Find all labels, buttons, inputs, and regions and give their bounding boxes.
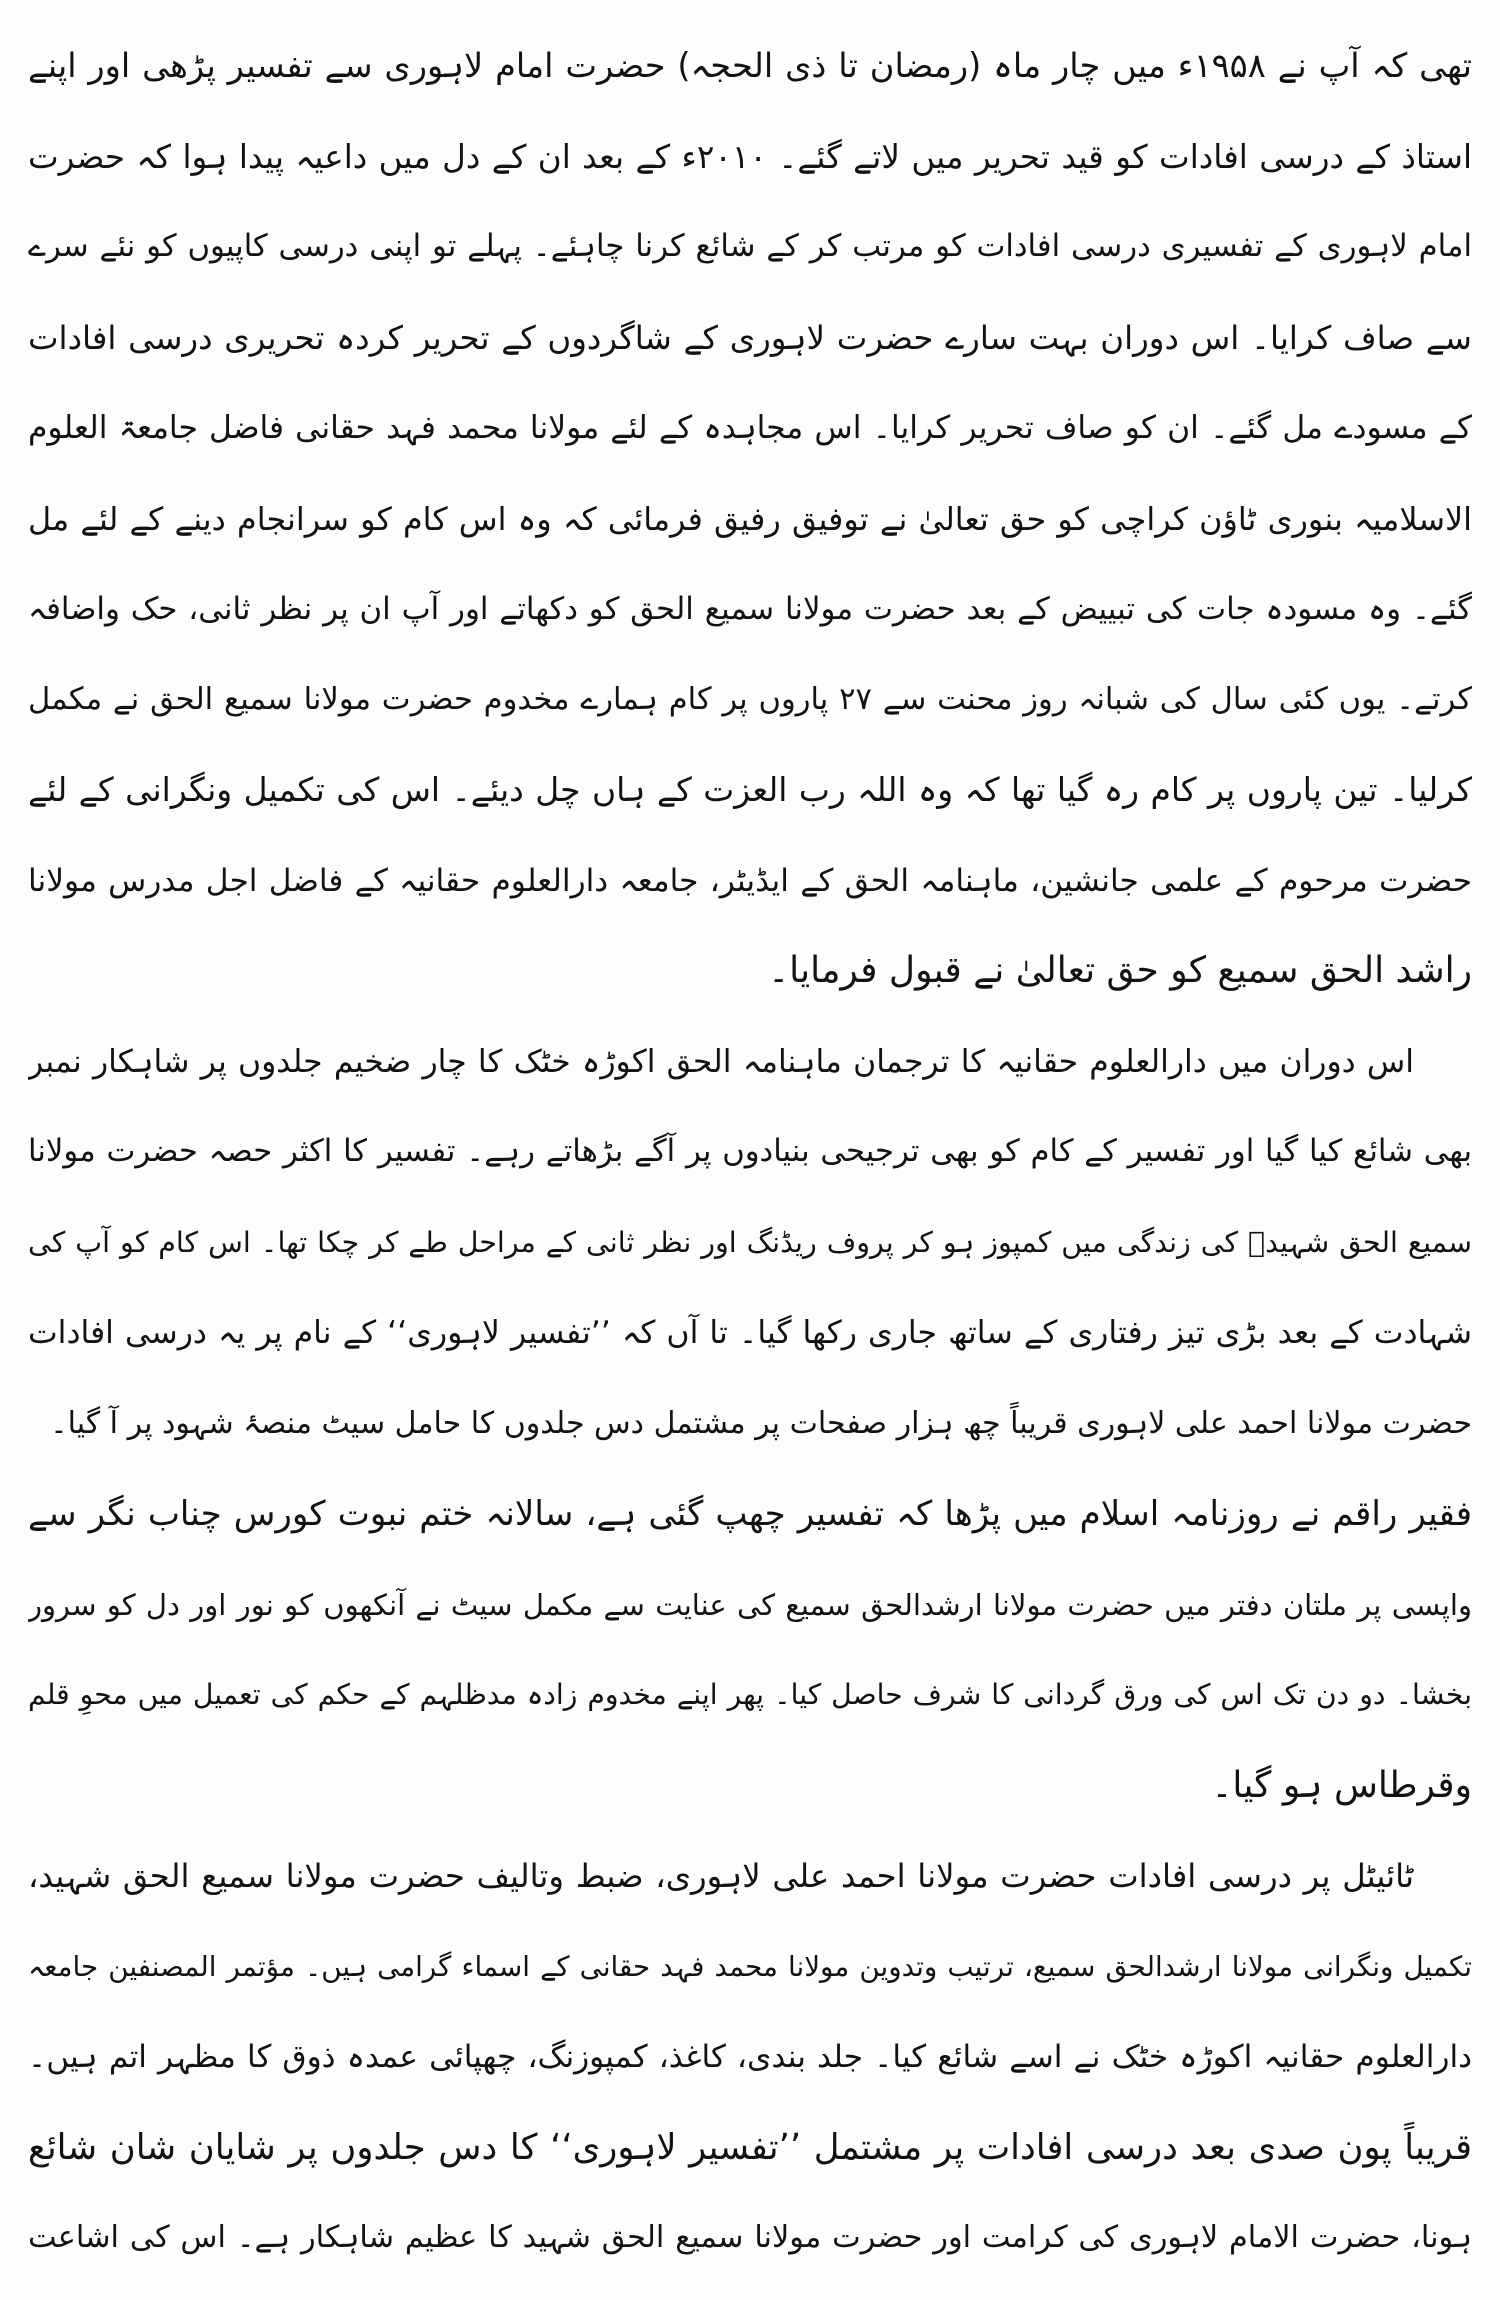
text-line: اس دوران میں دارالعلوم حقانیہ کا ترجمان ماہنامہ الحق اکوڑہ خٹک کا چار ضخیم جلدوں پر شاہکار نمبر — [28, 1043, 1414, 1080]
paragraph — [28, 1017, 1472, 1470]
text-line: وقرطاس ہو گیا۔ — [1211, 1764, 1472, 1806]
text-line: دارالعلوم حقانیہ اکوڑہ خٹک نے اسے شائع کیا۔ جلد بندی، کاغذ، کمپوزنگ، چھپائی عمدہ ذوق کا مظہر اتم ہیں۔ — [28, 2039, 1472, 2075]
text-line: ہونا، حضرت الامام لاہوری کی کرامت اور حضرت مولانا سمیع الحق شہید کا عظیم شاہکار ہے۔ اس کی اشاعت — [28, 2220, 1472, 2255]
text-line: امام لاہوری کے تفسیری درسی افادات کو مرتب کر کے شائع کرنا چاہئے۔ پہلے تو اپنی درسی کاپیوں کو نئے سرے — [28, 229, 1472, 264]
text-line: حضرت مولانا احمد علی لاہوری قریباً چھ ہزار صفحات پر مشتمل دس جلدوں کا حامل سیٹ منصۂ شہود پر آ گیا۔ — [50, 1405, 1472, 1441]
text-line: کے مسودے مل گئے۔ ان کو صاف تحریر کرایا۔ اس مجاہدہ کے لئے مولانا محمد فہد حقانی فاضل جامعۃ العلوم — [28, 410, 1472, 446]
text-line: سمیع الحق شہیدؒ کی زندگی میں کمپوز ہو کر پروف ریڈنگ اور نظر ثانی کے مراحل طے کر چکا تھا۔ اس کام کو آپ کی — [28, 1225, 1472, 1259]
text-line: شہادت کے بعد بڑی تیز رفتاری کے ساتھ جاری رکھا گیا۔ تا آں کہ ’’تفسیر لاہوری‘‘ کے نام پر یہ درسی افادات — [28, 1315, 1472, 1351]
text-line: فقیر راقم نے روزنامہ اسلام میں پڑھا کہ تفسیر چھپ گئی ہے، سالانہ ختم نبوت کورس چناب نگر سے — [28, 1494, 1472, 1534]
text-line: حضرت مرحوم کے علمی جانشین، ماہنامہ الحق کے ایڈیٹر، جامعہ دارالعلوم حقانیہ کے فاضل اجل مدرس مولانا — [28, 862, 1472, 899]
text-line: واپسی پر ملتان دفتر میں حضرت مولانا ارشدالحق سمیع کی عنایت سے مکمل سیٹ نے آنکھوں کو نور اور دل کو سرور — [28, 1587, 1472, 1622]
text-line: الاسلامیہ بنوری ٹاؤن کراچی کو حق تعالیٰ نے توفیق رفیق فرمائی کہ وہ اس کام کو سرانجام دینے کے لئے مل — [28, 499, 1472, 538]
text-line: تکمیل ونگرانی مولانا ارشدالحق سمیع، ترتیب وتدوین مولانا محمد فہد حقانی کے اسماء گرامی ہیں۔ مؤتمر المصنفین جامعہ — [28, 1949, 1472, 1983]
text-line: کرلیا۔ تین پاروں پر کام رہ گیا تھا کہ وہ اللہ رب العزت کے ہاں چل دیئے۔ اس کی تکمیل ونگرانی کے لئے — [28, 770, 1472, 809]
text-line: تھی کہ آپ نے ۱۹۵۸ء میں چار ماہ (رمضان تا ذی الحجہ) حضرت امام لاہوری سے تفسیر پڑھی اور اپنے — [28, 46, 1472, 85]
paragraph — [28, 1469, 1472, 1831]
text-line: کرتے۔ یوں کئی سال کی شبانہ روز محنت سے ۲۷ پاروں پر کام ہمارے مخدوم حضرت مولانا سمیع الحق نے مکمل — [28, 681, 1472, 717]
text-line: استاذ کے درسی افادات کو قید تحریر میں لاتے گئے۔ ۲۰۱۰ء کے بعد ان کے دل میں داعیہ پیدا ہوا کہ حضرت — [28, 137, 1472, 176]
paragraph — [28, 2103, 1472, 2284]
text-line: ٹائیٹل پر درسی افادات حضرت مولانا احمد علی لاہوری، ضبط وتالیف حضرت مولانا سمیع الحق شہید، — [28, 1857, 1414, 1895]
text-line: بھی شائع کیا گیا اور تفسیر کے کام کو بھی ترجیحی بنیادوں پر آگے بڑھاتے رہے۔ تفسیر کا اکثر حصہ حضرت مولانا — [28, 1134, 1472, 1169]
text-line: سے صاف کرایا۔ اس دوران بہت سارے حضرت لاہوری کے شاگردوں کے تحریر کردہ تحریری درسی افادات — [28, 318, 1472, 357]
text-line: گئے۔ وہ مسودہ جات کی تبییض کے بعد حضرت مولانا سمیع الحق کو دکھاتے اور آپ ان پر نظر ثانی، حک واضافہ — [28, 591, 1472, 627]
text-line: قریباً پون صدی بعد درسی افادات پر مشتمل ’’تفسیر لاہوری‘‘ کا دس جلدوں پر شایان شان شائع — [28, 2126, 1472, 2168]
paragraph — [28, 1831, 1472, 2103]
text-line: راشد الحق سمیع کو حق تعالیٰ نے قبول فرمایا۔ — [768, 950, 1472, 991]
text-line: بخشا۔ دو دن تک اس کی ورق گردانی کا شرف حاصل کیا۔ پھر اپنے مخدوم زادہ مدظلہم کے حکم کی تعمیل میں محوِ قلم — [28, 1678, 1472, 1711]
paragraph — [28, 21, 1472, 1017]
